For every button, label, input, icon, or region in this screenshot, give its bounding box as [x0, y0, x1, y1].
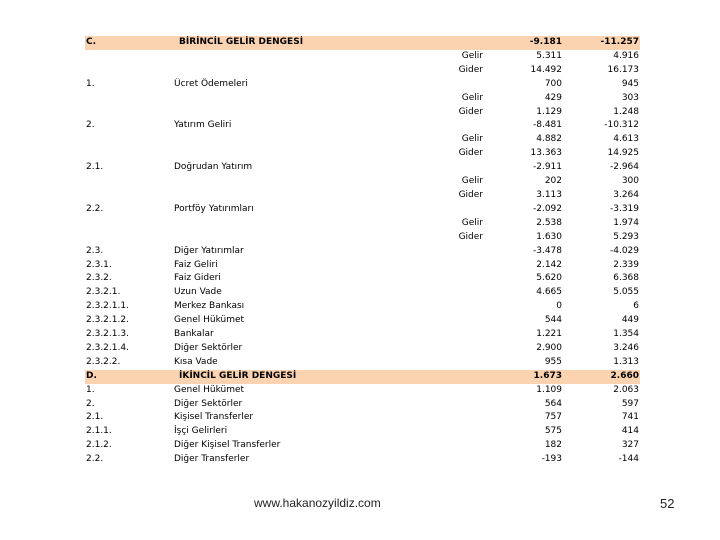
- row-code: 2.3.2.1.: [86, 287, 121, 298]
- table-row: [85, 384, 640, 398]
- value-col-1: 5.620: [536, 273, 562, 284]
- row-code: 2.3.2.1.2.: [86, 315, 129, 326]
- value-col-2: 6.368: [613, 273, 639, 284]
- row-label: Kişisel Transferler: [174, 412, 254, 423]
- row-sublabel-cell: [173, 50, 486, 64]
- row-code: 2.3.2.: [86, 273, 112, 284]
- row-code: 2.2.: [86, 203, 104, 214]
- row-sublabel: Gider: [458, 64, 483, 75]
- row-code: 2.: [86, 120, 95, 131]
- value-col-1: 182: [544, 440, 562, 451]
- value-col-1: 575: [544, 426, 562, 437]
- table-row: [85, 217, 640, 231]
- row-code: 2.3.: [86, 245, 104, 256]
- row-code: [85, 133, 173, 147]
- row-sublabel-cell: [173, 175, 486, 189]
- value-col-2: 414: [621, 426, 639, 437]
- value-col-1: -2.911: [532, 162, 562, 173]
- row-code: 2.1.: [86, 162, 104, 173]
- table-body: [85, 36, 640, 467]
- row-sublabel: Gelir: [461, 217, 483, 228]
- value-col-2: 300: [621, 176, 639, 187]
- value-col-2: 2.660: [563, 370, 640, 384]
- value-col-2: 4.613: [613, 134, 639, 145]
- value-col-2: 1.248: [613, 106, 639, 117]
- value-col-2: -3.319: [609, 203, 639, 214]
- table-row: [85, 342, 640, 356]
- value-col-2: 1.974: [613, 217, 639, 228]
- table-row: [85, 356, 640, 370]
- value-col-2: 4.916: [613, 50, 639, 61]
- value-col-1: 1.129: [536, 106, 562, 117]
- row-code: 2.3.1.: [86, 259, 112, 270]
- table-row: [85, 328, 640, 342]
- page-number: 52: [660, 496, 675, 511]
- row-label: Genel Hükümet: [174, 315, 245, 326]
- value-col-1: 3.113: [536, 189, 562, 200]
- row-code: 2.1.1.: [86, 426, 112, 437]
- table-row: [85, 398, 640, 412]
- row-sublabel: Gelir: [461, 176, 483, 187]
- value-col-2: 6: [633, 301, 639, 312]
- table-row: [85, 453, 640, 467]
- value-col-2: -4.029: [609, 245, 639, 256]
- value-col-1: 1.109: [536, 384, 562, 395]
- table-row: [85, 411, 640, 425]
- row-code: D.: [85, 370, 173, 384]
- value-col-2: 945: [621, 78, 639, 89]
- row-code: [85, 231, 173, 245]
- row-label: Diğer Kişisel Transferler: [174, 440, 281, 451]
- row-label: Genel Hükümet: [174, 384, 245, 395]
- row-label: Doğrudan Yatırım: [174, 162, 253, 173]
- section-header-row: [85, 36, 640, 50]
- value-col-2: 1.354: [613, 329, 639, 340]
- table-row: [85, 231, 640, 245]
- row-sublabel-cell: [173, 106, 486, 120]
- value-col-1: 202: [544, 176, 562, 187]
- value-col-2: 449: [621, 315, 639, 326]
- value-col-1: -3.478: [532, 245, 562, 256]
- value-col-1: 2.900: [536, 342, 562, 353]
- table-row: [85, 272, 640, 286]
- value-col-2: -11.257: [563, 36, 640, 50]
- value-col-1: 757: [544, 412, 562, 423]
- value-col-2: 14.925: [607, 148, 639, 159]
- value-col-1: 955: [544, 356, 562, 367]
- table-row: [85, 286, 640, 300]
- value-col-2: -2.964: [609, 162, 639, 173]
- value-col-1: 4.665: [536, 287, 562, 298]
- row-label: Merkez Bankası: [174, 301, 245, 312]
- row-code: 2.1.2.: [86, 440, 112, 451]
- row-code: 2.3.2.1.1.: [86, 301, 129, 312]
- value-col-1: 1.221: [536, 329, 562, 340]
- row-code: 2.: [86, 398, 95, 409]
- row-label: Diğer Transferler: [174, 454, 250, 465]
- value-col-1: -9.181: [486, 36, 563, 50]
- table-row: [85, 314, 640, 328]
- row-label: Uzun Vade: [174, 287, 222, 298]
- table-row: [85, 147, 640, 161]
- row-label: İşçi Gelirleri: [174, 426, 228, 437]
- row-code: 1.: [86, 384, 95, 395]
- balance-table-container: [85, 36, 640, 467]
- row-code: [85, 175, 173, 189]
- value-col-1: 13.363: [530, 148, 562, 159]
- row-sublabel: Gider: [458, 148, 483, 159]
- table-row: [85, 259, 640, 273]
- table-row: [85, 175, 640, 189]
- value-col-2: 5.293: [613, 231, 639, 242]
- row-code: [85, 217, 173, 231]
- value-col-1: 1.673: [486, 370, 563, 384]
- row-code: 2.3.2.1.3.: [86, 329, 129, 340]
- row-sublabel-cell: [173, 217, 486, 231]
- value-col-2: 741: [621, 412, 639, 423]
- table-row: [85, 119, 640, 133]
- row-sublabel-cell: [173, 133, 486, 147]
- value-col-2: 2.339: [613, 259, 639, 270]
- row-sublabel-cell: [173, 231, 486, 245]
- row-sublabel-cell: [173, 92, 486, 106]
- table-row: [85, 133, 640, 147]
- row-code: C.: [85, 36, 173, 50]
- row-label: Diğer Yatırımlar: [174, 245, 244, 256]
- table-row: [85, 64, 640, 78]
- row-code: 2.3.2.2.: [86, 356, 121, 367]
- value-col-2: -10.312: [604, 120, 639, 131]
- table-row: [85, 106, 640, 120]
- table-row: [85, 50, 640, 64]
- value-col-2: 5.055: [613, 287, 639, 298]
- value-col-2: 1.313: [613, 356, 639, 367]
- row-label: Portföy Yatırımları: [174, 203, 254, 214]
- row-label: BİRİNCİL GELİR DENGESİ: [173, 36, 486, 50]
- row-code: [85, 189, 173, 203]
- value-col-2: -144: [618, 454, 639, 465]
- row-label: Kısa Vade: [174, 356, 218, 367]
- row-code: [85, 106, 173, 120]
- value-col-1: 2.142: [536, 259, 562, 270]
- row-code: [85, 147, 173, 161]
- row-sublabel: Gelir: [461, 50, 483, 61]
- value-col-2: 16.173: [607, 64, 639, 75]
- table-row: [85, 203, 640, 217]
- row-label: Yatırım Geliri: [174, 120, 232, 131]
- table-row: [85, 92, 640, 106]
- value-col-2: 2.063: [613, 384, 639, 395]
- value-col-2: 3.264: [613, 189, 639, 200]
- table-row: [85, 161, 640, 175]
- value-col-1: 4.882: [536, 134, 562, 145]
- value-col-1: 0: [556, 301, 562, 312]
- value-col-2: 597: [621, 398, 639, 409]
- row-sublabel: Gelir: [461, 134, 483, 145]
- value-col-1: 14.492: [530, 64, 562, 75]
- footer-website-url: www.hakanozyildiz.com: [254, 496, 381, 510]
- row-sublabel: Gelir: [461, 92, 483, 103]
- value-col-1: -193: [541, 454, 562, 465]
- row-code: 1.: [86, 78, 95, 89]
- value-col-1: 429: [544, 92, 562, 103]
- row-sublabel: Gider: [458, 106, 483, 117]
- row-code: 2.1.: [86, 412, 104, 423]
- value-col-2: 303: [621, 92, 639, 103]
- row-sublabel: Gider: [458, 231, 483, 242]
- value-col-1: 700: [544, 78, 562, 89]
- row-sublabel: Gider: [458, 189, 483, 200]
- row-code: [85, 50, 173, 64]
- section-header-row: [85, 370, 640, 384]
- table-row: [85, 439, 640, 453]
- value-col-1: 5.311: [536, 50, 562, 61]
- table-row: [85, 300, 640, 314]
- row-label: Faiz Geliri: [174, 259, 218, 270]
- row-label: Diğer Sektörler: [174, 342, 243, 353]
- value-col-1: 2.538: [536, 217, 562, 228]
- value-col-2: 327: [621, 440, 639, 451]
- row-label: Ücret Ödemeleri: [174, 78, 248, 89]
- row-sublabel-cell: [173, 64, 486, 78]
- table-row: [85, 425, 640, 439]
- value-col-2: 3.246: [613, 342, 639, 353]
- row-label: Diğer Sektörler: [174, 398, 243, 409]
- row-label: İKİNCİL GELİR DENGESİ: [173, 370, 486, 384]
- table-row: [85, 245, 640, 259]
- value-col-1: -2.092: [532, 203, 562, 214]
- row-label: Bankalar: [174, 329, 214, 340]
- row-code: [85, 64, 173, 78]
- row-code: 2.3.2.1.4.: [86, 342, 129, 353]
- table-row: [85, 78, 640, 92]
- value-col-1: -8.481: [532, 120, 562, 131]
- value-col-1: 564: [544, 398, 562, 409]
- row-code: 2.2.: [86, 454, 104, 465]
- value-col-1: 544: [544, 315, 562, 326]
- value-col-1: 1.630: [536, 231, 562, 242]
- row-label: Faiz Gideri: [174, 273, 221, 284]
- row-sublabel-cell: [173, 147, 486, 161]
- row-sublabel-cell: [173, 189, 486, 203]
- row-code: [85, 92, 173, 106]
- income-balance-table: [85, 36, 640, 467]
- table-row: [85, 189, 640, 203]
